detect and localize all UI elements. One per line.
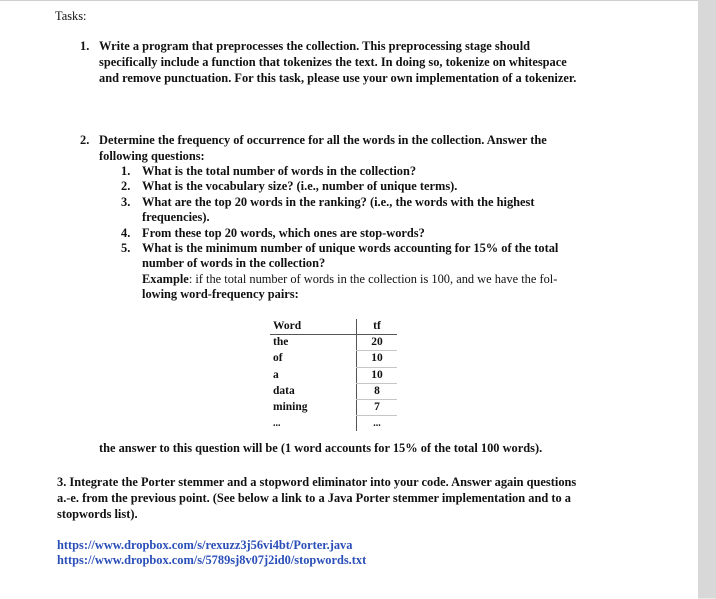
word-cell: ... xyxy=(273,417,281,429)
example-line-2: lowing word-frequency pairs: xyxy=(142,287,299,301)
table-row xyxy=(270,383,397,399)
question-2-text: What is the vocabulary size? (i.e., number of unique terms). xyxy=(142,179,458,193)
tf-cell: 8 xyxy=(357,383,398,399)
question-1-number: 1. xyxy=(121,164,131,178)
tasks-heading: Tasks: xyxy=(55,9,87,23)
task1-line-2: specifically include a function that tokenizes the text. In doing so, tokenize on whitespace xyxy=(99,55,567,69)
tf-cell: 10 xyxy=(357,351,398,367)
word-frequency-table xyxy=(270,319,397,431)
task3-line-2: a.-e. from the previous point. (See below a link to a Java Porter stemmer implementation and to a xyxy=(57,491,571,505)
question-5-text-2: number of words in the collection? xyxy=(142,256,326,270)
question-4-text: From these top 20 words, which ones are stop-words? xyxy=(142,226,425,240)
example-line-1 xyxy=(142,271,557,287)
table-row xyxy=(270,351,397,367)
table-row xyxy=(270,335,397,351)
table-row xyxy=(270,400,397,416)
word-cell: the xyxy=(273,336,289,349)
task1-line-1: Write a program that preprocesses the collection. This preprocessing stage should xyxy=(99,39,531,53)
stopwords-link[interactable]: https://www.dropbox.com/s/5789sj8v07j2id0/stopwords.txt xyxy=(57,553,367,567)
question-3-text-2: frequencies). xyxy=(142,210,210,224)
question-4-number: 4. xyxy=(121,226,131,240)
question-2-number: 2. xyxy=(121,179,131,193)
porter-java-link[interactable]: https://www.dropbox.com/s/rexuzz3j56vi4bt/Porter.java xyxy=(57,538,353,552)
word-cell: a xyxy=(273,368,279,381)
question-5-text-1: What is the minimum number of unique words accounting for 15% of the total xyxy=(142,241,559,255)
task1-number: 1. xyxy=(80,39,90,53)
vertical-scrollbar[interactable] xyxy=(698,0,716,598)
question-1-text: What is the total number of words in the collection? xyxy=(142,164,417,178)
word-cell: data xyxy=(273,384,295,397)
task1-line-3: and remove punctuation. For this task, please use your own implementation of a tokenizer. xyxy=(99,71,577,85)
tf-cell: 10 xyxy=(357,367,398,383)
task2-line-1: Determine the frequency of occurrence for all the words in the collection. Answer the xyxy=(99,133,547,147)
tf-cell: ... xyxy=(357,416,398,432)
question-3-number: 3. xyxy=(121,195,131,209)
example-text: : if the total number of words in the collection is 100, and we have the fol- xyxy=(188,272,558,286)
word-cell: of xyxy=(273,352,283,365)
table-row xyxy=(270,416,397,432)
task3-line-1: 3. Integrate the Porter stemmer and a stopword eliminator into your code. Answer again questions xyxy=(57,475,577,489)
task2-line-2: following questions: xyxy=(99,149,205,163)
task3-line-3: stopwords list). xyxy=(57,507,138,521)
header-tf: tf xyxy=(357,319,398,335)
tf-cell: 20 xyxy=(357,335,398,351)
example-label: Example xyxy=(142,272,189,286)
answer-line: the answer to this question will be (1 word accounts for 15% of the total 100 words). xyxy=(99,441,543,455)
table-header-row xyxy=(270,319,397,335)
question-3-text-1: What are the top 20 words in the ranking? (i.e., the words with the highest xyxy=(142,195,535,209)
header-word: Word xyxy=(270,319,357,335)
tf-cell: 7 xyxy=(357,400,398,416)
question-5-number: 5. xyxy=(121,241,131,255)
task2-number: 2. xyxy=(80,133,90,147)
word-cell: mining xyxy=(273,401,308,414)
table-row xyxy=(270,367,397,383)
